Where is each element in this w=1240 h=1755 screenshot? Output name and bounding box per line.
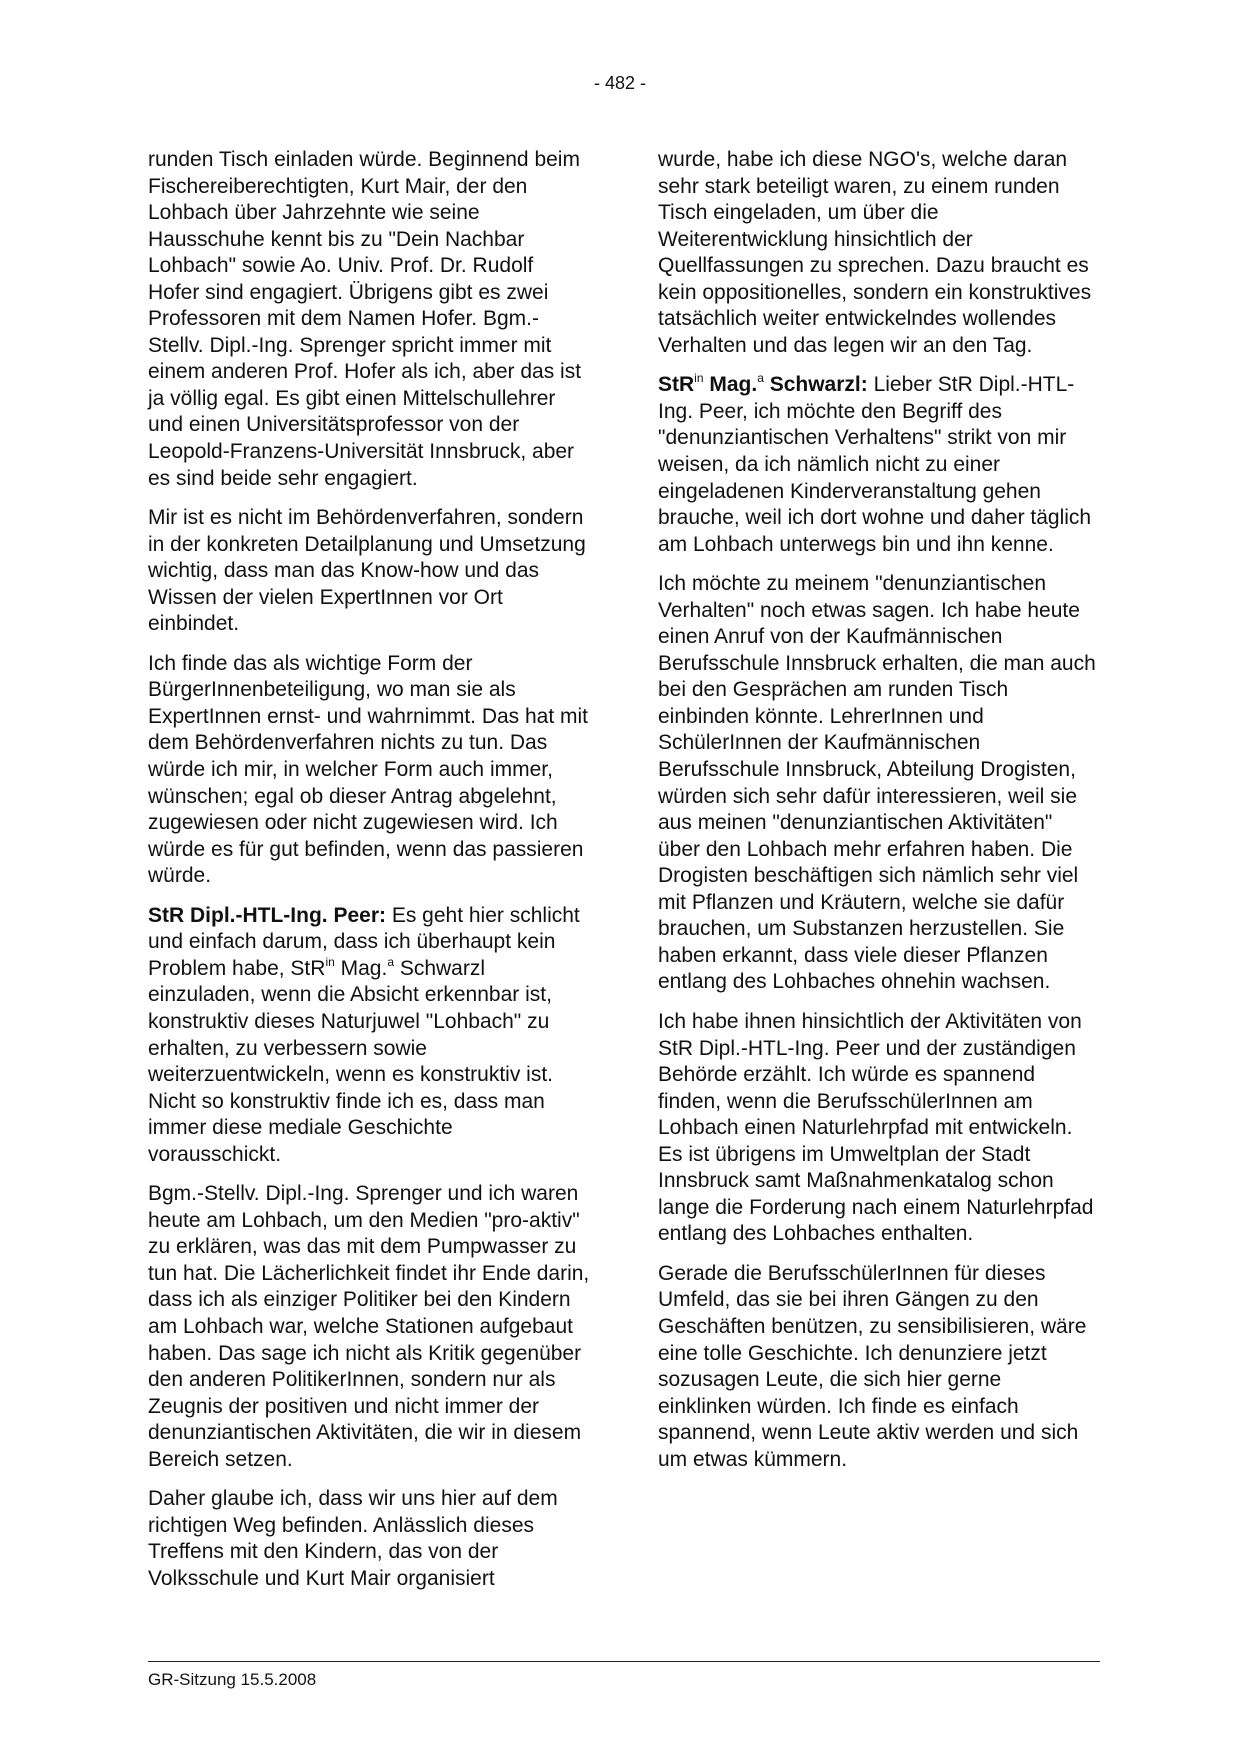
text-run: Es geht hier schlicht und einfach darum, dass ich überhaupt kein Problem habe, StR (148, 903, 580, 980)
text-run: Ich möchte zu meinem "denunziantischen Verhalten" noch etwas sagen. Ich habe heute einen Anruf von der Kaufmännischen Berufsschule Innsbruck erhalten, die man auch bei den Gesprächen am runden Tisch einbinden könnte. LehrerInnen und SchülerInnen der Kaufmännischen Berufsschule Innsbruck, Abteilung Drogisten, würden sich sehr dafür interessieren, weil sie aus meinen "denunziantischen Aktivitäten" über den Lohbach mehr erfahren haben. Die Drogisten beschäftigen sich nämlich sehr viel mit Pflanzen und Kräutern, welche sie dafür brauchen, um Substanzen herzustellen. Sie haben erkannt, dass viele dieser Pflanzen entlang des Lohbaches ohnehin wachsen. (658, 572, 1096, 994)
text-run: wurde, habe ich diese NGO's, welche daran sehr stark beteiligt waren, zu einem runden Tisch eingeladen, um über die Weiterentwicklung hinsichtlich der Quellfassungen zu sprechen. Dazu braucht es kein oppositionelles, sondern ein konstruktives tatsächlich weiter entwickelndes wollendes Verhalten und das legen wir an den Tag. (658, 148, 1092, 357)
paragraph (148, 651, 590, 890)
text-run: Gerade die BerufsschülerInnen für dieses Umfeld, das sie bei ihren Gängen zu den Geschäften benützen, zu sensibilisieren, wäre eine tolle Geschichte. Ich denunziere jetzt sozusagen Leute, die sich hier gerne einklinken würden. Ich finde es einfach spannend, wenn Leute aktiv werden und sich um etwas kümmern. (658, 1261, 1087, 1471)
footer-divider (148, 1661, 1100, 1662)
text-run: Ich habe ihnen hinsichtlich der Aktivitäten von StR Dipl.-HTL-Ing. Peer und der zuständigen Behörde erzählt. Ich würde es spannend finden, wenn die BerufsschülerInnen am Lohbach einen Naturlehrpfad mit entwickeln. Es ist übrigens im Umweltplan der Stadt Innsbruck samt Maßnahmenkatalog schon lange die Forderung nach einem Naturlehrpfad entlang des Lohbaches enthalten. (658, 1009, 1094, 1246)
text-run: runden Tisch einladen würde. Beginnend beim Fischereiberechtigten, Kurt Mair, der den Lohbach über Jahrzehnte wie seine Hausschuhe kennt bis zu "Dein Nachbar Lohbach" sowie Ao. Univ. Prof. Dr. Rudolf Hofer sind engagiert. Übrigens gibt es zwei Professoren mit dem Namen Hofer. Bgm.-Stellv. Dipl.-Ing. Sprenger spricht immer mit einem anderen Prof. Hofer als ich, aber das ist ja völlig egal. Es gibt einen Mittelschullehrer und einen Universitätsprofessor von der Leopold-Franzens-Universität Innsbruck, aber es sind beide sehr engagiert. (148, 148, 582, 490)
text-run: Mir ist es nicht im Behördenverfahren, sondern in der konkreten Detailplanung und Umsetzung wichtig, dass man das Know-how und das Wissen der vielen ExpertInnen vor Ort einbindet. (148, 506, 586, 636)
superscript: a (387, 954, 394, 969)
text-run: Ich finde das als wichtige Form der BürgerInnenbeteiligung, wo man sie als ExpertInnen ernst- und wahrnimmt. Das hat mit dem Behördenverfahren nichts zu tun. Das würde ich mir, in welcher Form auch immer, wünschen; egal ob dieser Antrag abgelehnt, zugewiesen oder nicht zugewiesen wird. Ich würde es für gut befinden, wenn das passieren würde. (148, 651, 589, 888)
paragraph (148, 505, 590, 638)
text-column-left (148, 147, 590, 1605)
speaker-name: StR (658, 373, 695, 397)
speaker-name: Mag. (703, 373, 758, 397)
text-run: Mag. (334, 956, 388, 980)
text-run: Daher glaube ich, dass wir uns hier auf dem richtigen Weg befinden. Anlässlich dieses Treffens mit den Kindern, das von der Volksschule und Kurt Mair organisiert (148, 1487, 558, 1590)
text-run: Lieber StR Dipl.-HTL-Ing. Peer, ich möchte den Begriff des "denunziantischen Verhaltens" strikt von mir weisen, da ich nämlich nicht zu einer eingeladenen Kinderveranstaltung gehen brauche, weil ich dort wohne und daher täglich am Lohbach unterwegs bin und ihn kenne. (658, 373, 1092, 556)
paragraph (148, 1181, 590, 1473)
paragraph (658, 571, 1100, 996)
paragraph (658, 147, 1100, 359)
text-run: Schwarzl einzuladen, wenn die Absicht erkennbar ist, konstruktiv dieses Naturjuwel "Lohbach" zu erhalten, zu verbessern sowie weiterzuentwickeln, wenn es konstruktiv ist. Nicht so konstruktiv finde ich es, dass man immer diese mediale Geschichte vorausschickt. (148, 956, 553, 1166)
paragraph (148, 1486, 590, 1592)
speaker-name: Schwarzl: (763, 373, 868, 397)
paragraph (148, 903, 590, 1168)
paragraph (658, 1009, 1100, 1248)
speaker-name: StR Dipl.-HTL-Ing. Peer: (148, 903, 386, 927)
text-run: Bgm.-Stellv. Dipl.-Ing. Sprenger und ich waren heute am Lohbach, um den Medien "pro-aktiv" zu erklären, was das mit dem Pumpwasser zu tun hat. Die Lächerlichkeit findet ihr Ende darin, dass ich als einziger Politiker bei den Kindern am Lohbach war, welche Stationen aufgebaut haben. Das sage ich nicht als Kritik gegenüber den anderen PolitikerInnen, sondern nur als Zeugnis der positiven und nicht immer der denunziantischen Aktivitäten, die wir in diesem Bereich setzen. (148, 1182, 590, 1471)
superscript: in (694, 371, 704, 386)
footer-session-date: GR-Sitzung 15.5.2008 (148, 1670, 317, 1689)
paragraph (658, 1261, 1100, 1473)
paragraph (148, 147, 590, 492)
superscript: a (757, 371, 764, 386)
text-column-right (658, 147, 1100, 1486)
superscript: in (325, 954, 335, 969)
page-number: - 482 - (593, 73, 647, 93)
paragraph (658, 372, 1100, 558)
